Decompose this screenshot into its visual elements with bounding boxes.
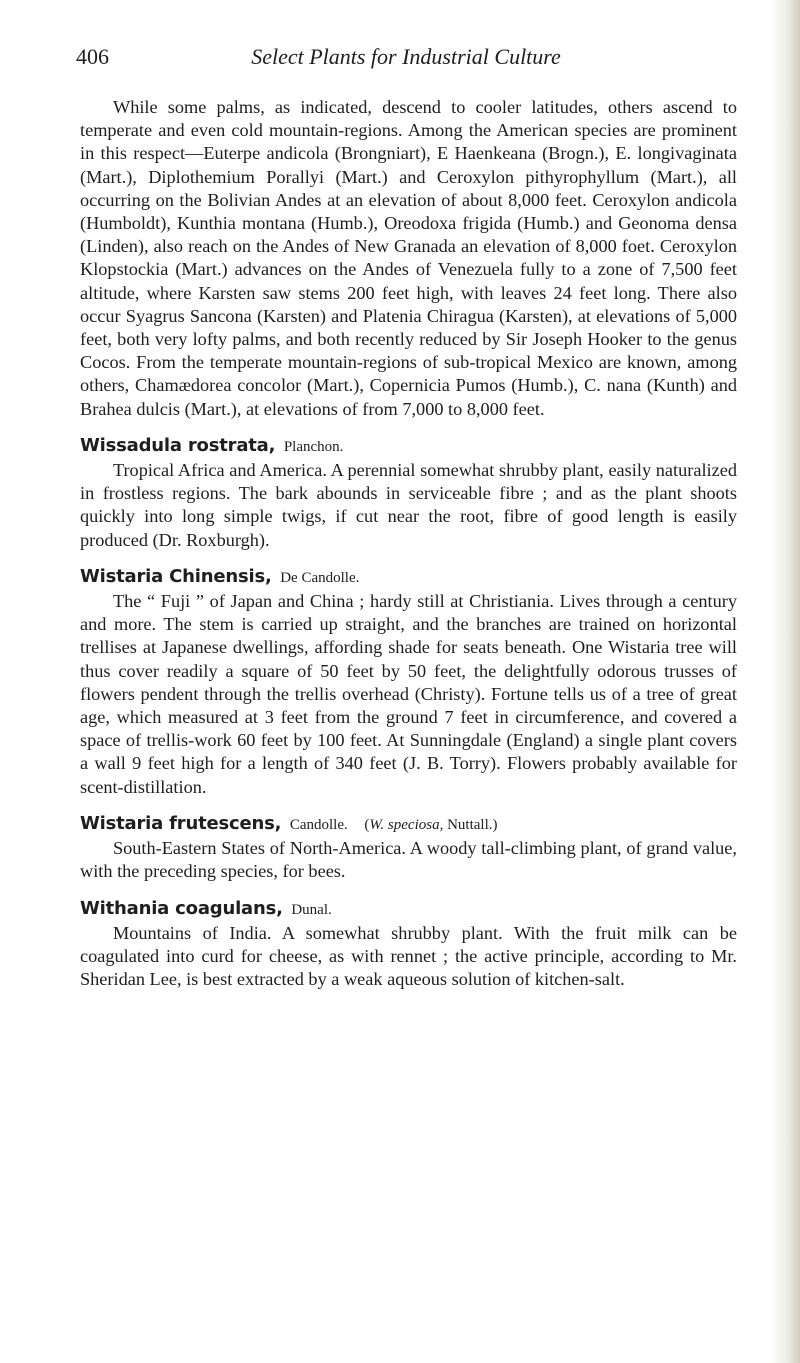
entry-body: The “ Fuji ” of Japan and China ; hardy still at Christiania. Lives through a century and more. The stem is carried up straight, and the branches are trained on horizontal trellises at Japanese dwellings, affording shade for seats beneath. One Wistaria tree will thus cover readily a square of 50 feet by 50 feet, the delightfully odorous trusses of flowers pendent through the trellis overhead (Christy). Fortune tells us of a tree of great age, which measured at 3 feet from the ground 7 feet in circumference, and covered a space of trellis-work 60 feet by 100 feet. At Sunningdale (England) a single plant covers a wall 9 feet high for a length of 340 feet (J. B. Torry). Flowers probably available for scent-distillation. xyxy=(80,591,737,797)
entry-wissadula-rostrata xyxy=(80,434,737,552)
entry-authority: Planchon. xyxy=(283,438,344,455)
page-edge-shadow xyxy=(770,0,800,1363)
entry-name: Wistaria Chinensis, xyxy=(80,565,272,587)
entry-name: Wistaria frutescens, xyxy=(80,812,282,834)
synonym-author: Nuttall.) xyxy=(443,816,498,833)
entry-body: Mountains of India. A somewhat shrubby plant. With the fruit milk can be coagulated into curd for cheese, as with rennet ; the active principle, according to Mr. Sheridan Lee, is best extracted by a weak aqueous solution of kitchen-salt. xyxy=(80,922,737,990)
page-number: 406 xyxy=(76,44,109,69)
entry-authority: De Candolle. xyxy=(280,569,360,586)
entry-heading xyxy=(80,812,737,837)
synonym-name: W. speciosa, xyxy=(369,816,444,833)
entry-authority: Dunal. xyxy=(291,901,332,918)
entry-body: South-Eastern States of North-America. A woody tall-climbing plant, of grand value, with the preceding species, for bees. xyxy=(80,838,737,882)
entry-heading xyxy=(80,565,737,590)
entry-synonym xyxy=(364,817,497,833)
entry-heading xyxy=(80,897,737,922)
synonym-open-paren: ( xyxy=(364,816,370,833)
entry-authority: Candolle. xyxy=(289,816,348,833)
entry-wistaria-chinensis xyxy=(80,565,737,799)
entry-heading xyxy=(80,434,737,459)
entry-body: Tropical Africa and America. A perennial somewhat shrubby plant, easily naturalized in frostless regions. The bark abounds in serviceable fibre ; and as the plant shoots quickly into long simple twigs, if cut near the root, fibre of good length is easily produced (Dr. Roxburgh). xyxy=(80,460,737,550)
page-content xyxy=(80,96,737,991)
entry-withania-coagulans xyxy=(80,897,737,992)
running-title: Select Plants for Industrial Culture xyxy=(251,44,561,69)
entry-name: Withania coagulans, xyxy=(80,897,283,919)
entry-wistaria-frutescens xyxy=(80,812,737,884)
entry-name: Wissadula rostrata, xyxy=(80,434,276,456)
intro-paragraph: While some palms, as indicated, descend to cooler latitudes, others ascend to temperate and even cold mountain-regions. Among the American species are prominent in this respect—Euterpe andicola (Brongniart), E Haenkeana (Brogn.), E. longivaginata (Mart.), Diplothemium Porallyi (Mart.) and Ceroxylon pithyrophyllum (Mart.), all occurring on the Bolivian Andes at an elevation of about 8,000 feet. Ceroxylon andicola (Humboldt), Kunthia montana (Humb.), Oreodoxa frigida (Humb.) and Geonoma densa (Linden), also reach on the Andes of New Granada an elevation of 8,000 foet. Ceroxylon Klopstockia (Mart.) advances on the Andes of Venezuela fully to a zone of 7,500 feet altitude, where Karsten saw stems 200 feet high, with leaves 24 feet long. There also occur Syagrus Sancona (Karsten) and Platenia Chiragua (Karsten), at elevations of 5,000 feet, both very lofty palms, and both recently reduced by Sir Joseph Hooker to the genus Cocos. From the temperate mountain-regions of sub-tropical Mexico are known, among others, Chamædorea concolor (Mart.), Copernicia Pumos (Humb.), C. nana (Kunth) and Brahea dulcis (Mart.), at elevations of from 7,000 to 8,000 feet. xyxy=(80,97,737,419)
page-header xyxy=(76,44,736,78)
